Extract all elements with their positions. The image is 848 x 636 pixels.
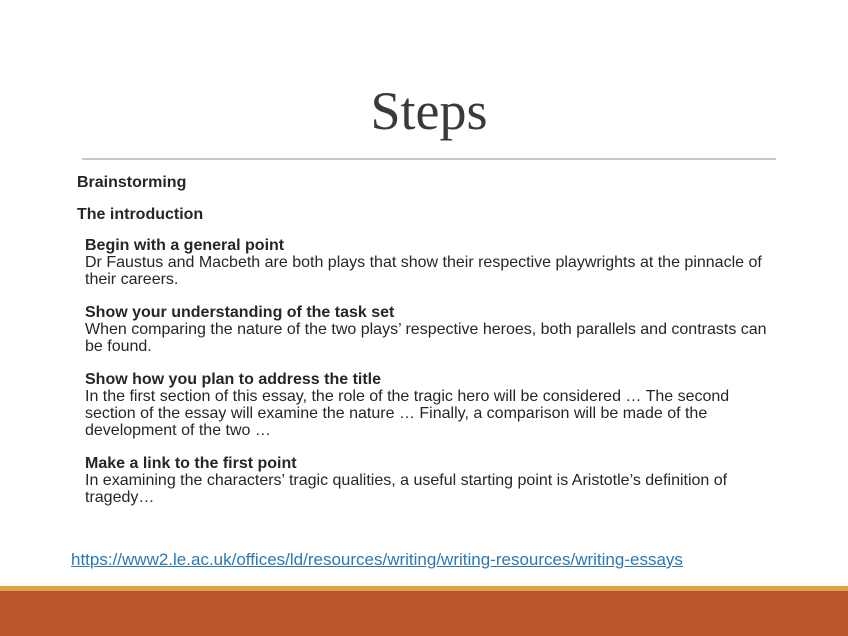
step-item [85,304,777,355]
step-item [85,237,777,288]
heading-brainstorming: Brainstorming [77,174,187,191]
step-title: Begin with a general point [85,237,285,254]
introduction-steps-list [77,237,777,506]
title-divider [82,158,776,160]
footer-bar [0,591,848,636]
slide-content [77,170,777,522]
step-title: Show your understanding of the task set [85,304,395,321]
source-link[interactable]: https://www2.le.ac.uk/offices/ld/resources/writing/writing-resources/writing-essays [71,550,683,569]
step-text: When comparing the nature of the two plays’ respective heroes, both parallels and contrasts can be found. [85,321,767,355]
step-text: In the first section of this essay, the role of the tragic hero will be considered … The second section of the essay will examine the nature … Finally, a comparison will be made of the development of the two … [85,388,730,439]
step-item [85,371,777,439]
step-text: In examining the characters’ tragic qualities, a useful starting point is Aristotle’s definition of tragedy… [85,472,728,506]
heading-introduction: The introduction [77,206,204,223]
step-item [85,455,777,506]
slide-title: Steps [370,81,488,141]
step-title: Show how you plan to address the title [85,371,382,388]
step-title: Make a link to the first point [85,455,297,472]
step-text: Dr Faustus and Macbeth are both plays that show their respective playwrights at the pinnacle of their careers. [85,254,762,288]
